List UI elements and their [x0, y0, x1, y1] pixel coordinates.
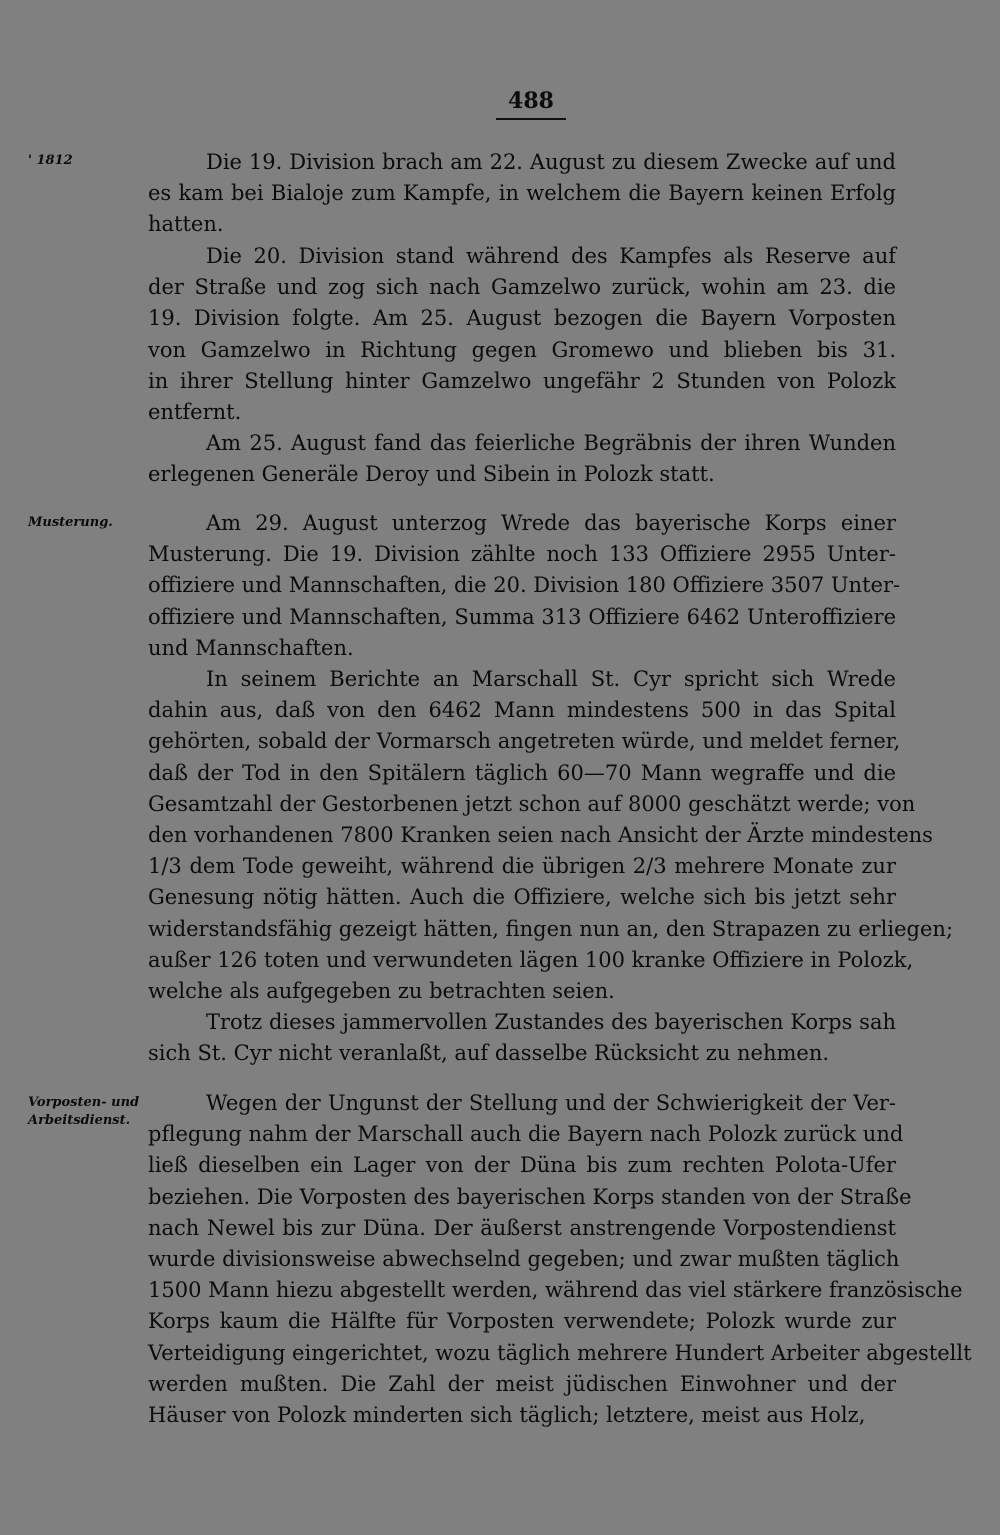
- text-line: 1/3 dem Tode geweiht, während die übrigen 2/3 mehrere Monate zur: [148, 854, 896, 879]
- text-line: Wegen der Ungunst der Stellung und der Schwierigkeit der Ver-: [206, 1091, 896, 1115]
- text-line: Verteidigung eingerichtet, wozu täglich mehrere Hundert Arbeiter abgestellt: [148, 1340, 972, 1365]
- text-line: pflegung nahm der Marschall auch die Bayern nach Polozk zurück und: [148, 1122, 904, 1147]
- text-line: In seinem Berichte an Marschall St. Cyr spricht sich Wrede: [206, 667, 896, 691]
- text-line: ließ dieselben ein Lager von der Düna bis zum rechten Polota-Ufer: [148, 1153, 896, 1178]
- paragraph: [148, 147, 896, 241]
- text-line: Am 29. August unterzog Wrede das bayerische Korps einer: [206, 511, 896, 535]
- text-line: sich St. Cyr nicht veranlaßt, auf dasselbe Rücksicht zu nehmen.: [148, 1041, 830, 1066]
- text-line: in ihrer Stellung hinter Gamzelwo ungefähr 2 Stunden von Polozk: [148, 368, 896, 393]
- text-line: beziehen. Die Vorposten des bayerischen Korps standen von der Straße: [148, 1184, 912, 1209]
- paragraph: [148, 664, 954, 1007]
- text-line: werden mußten. Die Zahl der meist jüdischen Einwohner und der: [148, 1371, 896, 1396]
- text-line: von Gamzelwo in Richtung gegen Gromewo und blieben bis 31.: [148, 337, 896, 362]
- text-line: es kam bei Bialoje zum Kampfe, in welchem die Bayern keinen Erfolg: [148, 181, 896, 206]
- text-line: hatten.: [148, 212, 224, 237]
- text-line: den vorhandenen 7800 Kranken seien nach Ansicht der Ärzte mindestens: [148, 822, 933, 847]
- text-line: widerstandsfähig gezeigt hätten, fingen nun an, den Strapazen zu erliegen;: [148, 916, 954, 941]
- text-line: daß der Tod in den Spitälern täglich 60—70 Mann wegraffe und die: [148, 760, 896, 785]
- text-line: Gesamtzahl der Gestorbenen jetzt schon auf 8000 geschätzt werde; von: [148, 791, 916, 816]
- page-number-rule: [496, 118, 566, 120]
- text-line: 1500 Mann hiezu abgestellt werden, während das viel stärkere französische: [148, 1278, 963, 1303]
- text-line: der Straße und zog sich nach Gamzelwo zurück, wohin am 23. die: [148, 275, 896, 300]
- text-line: Am 25. August fand das feierliche Begräbnis der ihren Wunden: [206, 431, 896, 455]
- text-line: welche als aufgegeben zu betrachten seien.: [148, 978, 615, 1003]
- text-line: Die 20. Division stand während des Kampfes als Reserve auf: [206, 244, 896, 268]
- margin-note-vorposten: [28, 1094, 143, 1130]
- text-line: Genesung nötig hätten. Auch die Offiziere, welche sich bis jetzt sehr: [148, 885, 896, 910]
- page-number: 488: [508, 88, 554, 114]
- text-line: gehörten, sobald der Vormarsch angetreten würde, und meldet ferner,: [148, 729, 901, 754]
- margin-note-vorposten-line: Vorposten- und: [28, 1095, 140, 1110]
- paragraph: [148, 241, 896, 428]
- margin-note-year: ' 1812: [28, 153, 73, 168]
- margin-note-musterung: Musterung.: [28, 515, 113, 530]
- text-line: offiziere und Mannschaften, die 20. Division 180 Offiziere 3507 Unter-: [148, 573, 901, 598]
- paragraph: [148, 1007, 896, 1069]
- text-line: Häuser von Polozk minderten sich täglich; letztere, meist aus Holz,: [148, 1402, 866, 1427]
- text-line: entfernt.: [148, 399, 242, 424]
- text-line: Musterung. Die 19. Division zählte noch 133 Offiziere 2955 Unter-: [148, 542, 896, 567]
- text-line: Trotz dieses jammervollen Zustandes des bayerischen Korps sah: [206, 1010, 896, 1034]
- text-line: erlegenen Generäle Deroy und Sibein in Polozk statt.: [148, 462, 715, 487]
- margin-note-vorposten-line: Arbeitsdienst.: [28, 1113, 131, 1128]
- paragraph: [148, 508, 901, 664]
- text-line: dahin aus, daß von den 6462 Mann mindestens 500 in das Spital: [148, 698, 896, 723]
- text-line: Die 19. Division brach am 22. August zu diesem Zwecke auf und: [206, 150, 896, 174]
- text-line: wurde divisionsweise abwechselnd gegeben; und zwar mußten täglich: [148, 1246, 900, 1271]
- text-line: offiziere und Mannschaften, Summa 313 Offiziere 6462 Unteroffiziere: [148, 604, 896, 629]
- text-line: und Mannschaften.: [148, 635, 354, 660]
- text-line: nach Newel bis zur Düna. Der äußerst anstrengende Vorpostendienst: [148, 1215, 896, 1240]
- paragraph: [148, 1088, 972, 1431]
- text-line: außer 126 toten und verwundeten lägen 100 kranke Offiziere in Polozk,: [148, 947, 914, 972]
- text-line: 19. Division folgte. Am 25. August bezogen die Bayern Vorposten: [148, 306, 896, 331]
- paragraph: [148, 428, 896, 490]
- text-line: Korps kaum die Hälfte für Vorposten verwendete; Polozk wurde zur: [148, 1309, 896, 1334]
